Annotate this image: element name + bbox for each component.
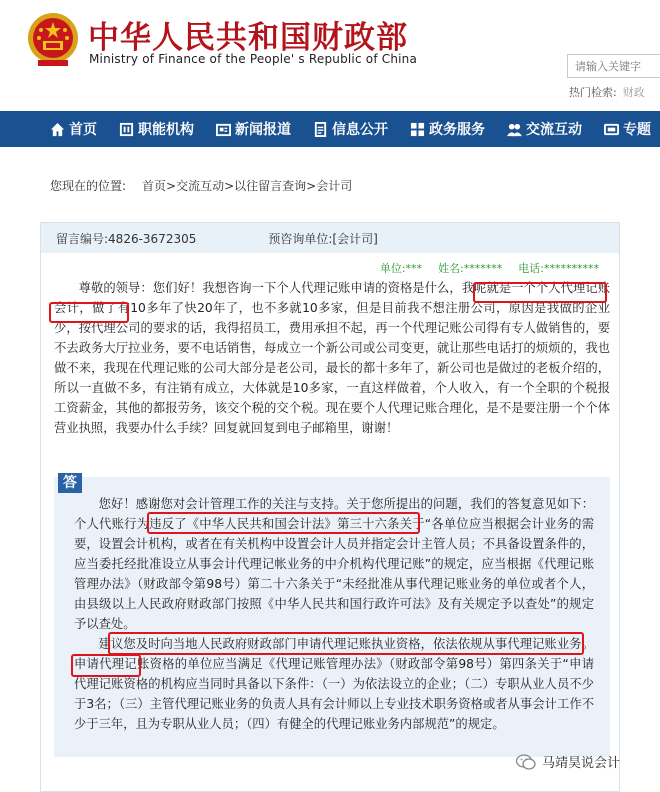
nav-item-label: 首页 xyxy=(69,122,97,138)
message-header xyxy=(41,223,619,253)
message-id: 留言编号:4826-3672305 xyxy=(56,231,197,246)
message-meta xyxy=(364,260,599,276)
meta-unit: 单位:*** xyxy=(379,262,423,275)
nav-item-label: 信息公开 xyxy=(332,122,388,138)
nav-item-label: 政务服务 xyxy=(429,122,485,138)
breadcrumb-label: 您现在的位置: xyxy=(50,179,127,193)
highlight-box xyxy=(49,302,129,323)
answer-paragraph: 建议您及时向当地人民政府财政部门申请代理记账执业资格，依法依规从事代理记账业务。申请代理记账资格的单位应当满足《代理记账管理办法》（财政部令第98号）第四条关于“申请代理记账资格的机构应当同时具备以下条件：（一）为依法设立的企业；（二）专职从业人员不少于3名；（三）主管代理记账业务的负责人具有会计师以上专业技术职务资格或者从事会计工作不少于三年，且为专职从业人员；（四）有健全的代理记账业务内部规范”的规定。 xyxy=(74,637,594,731)
site-title-english: Ministry of Finance of the People' s Republic of China xyxy=(89,52,418,66)
document-icon xyxy=(313,122,328,137)
nav-item-news[interactable] xyxy=(216,119,291,139)
answer-paragraph: 您好！感谢您对会计管理工作的关注与支持。关于您所提出的问题，我们的答复意见如下：个人代账行为违反了《中华人民共和国会计法》第三十六条关于“各单位应当根据会计业务的需要，设置会计机构，或者在有关机构中设置会计人员并指定会计主管人员；不具备设置条件的，应当委托经批准设立从事会计代理记帐业务的中介机构代理记账”的规定，应当根据《代理记账管理办法》（财政部令第98号）第二十六条关于“未经批准从事代理记账业务的单位或者个人，由县级以上人民政府财政部门按照《中华人民共和国行政许可法》及有关规定予以查处”的规定予以查处。 xyxy=(74,497,594,631)
highlight-box xyxy=(71,654,141,677)
search-input[interactable] xyxy=(567,54,660,78)
highlight-box xyxy=(473,282,607,303)
answer-badge: 答 xyxy=(58,473,82,493)
nav-item-institutions[interactable] xyxy=(119,119,194,139)
highlight-box xyxy=(108,632,584,655)
meta-phone: 电话:********** xyxy=(518,262,599,275)
topic-icon xyxy=(604,122,619,137)
nav-item-label: 交流互动 xyxy=(526,122,582,138)
nav-item-services[interactable] xyxy=(410,119,485,139)
institution-icon xyxy=(119,122,134,137)
news-icon xyxy=(216,122,231,137)
wechat-icon xyxy=(516,754,536,770)
meta-name: 姓名:******* xyxy=(438,262,503,275)
highlight-box xyxy=(147,512,420,534)
nav-item-label: 职能机构 xyxy=(138,122,194,138)
breadcrumb xyxy=(50,177,352,194)
main-nav xyxy=(0,111,660,147)
nav-item-label: 专题 xyxy=(623,122,651,138)
home-icon xyxy=(50,122,65,137)
breadcrumb-path[interactable]: 首页>交流互动>以往留言查询>会计司 xyxy=(142,179,353,193)
national-emblem-icon xyxy=(26,10,80,70)
question-text: 尊敬的领导：您们好！我想咨询一下个人代理记账申请的资格是什么，我呢就是一个个人代理记账会计，做了有10多年了快20年了，也不多就10多家，但是目前我不想注册公司，原因是我做的企业少，按代理公司的要求的话，我得招员工，费用承担不起，再一个代理记账公司得有专人做销售的，要不去政务大厅拉业务，要不电话销售，每成立一个新公司或公司变更，就让那些电话打的烦烦的，我也做不来，我现在代理记账的公司大部分是老公司，最长的都十多年了，新公司也是做过的老板介绍的，所以一直做不多，有注销有成立，大体就是10多家，一直这样做着，个人收入，有一个全职的个税报工资薪金，其他的都报劳务，该交个税的交个税。现在要个人代理记账合理化，是不是要注册一个个体营业执照，我要办什么手续？回复就回复到电子邮箱里，谢谢！ xyxy=(54,281,610,435)
watermark-text: 马靖昊说会计 xyxy=(542,756,621,771)
nav-item-label: 新闻报道 xyxy=(235,122,291,138)
nav-item-topics[interactable] xyxy=(604,119,651,139)
interaction-icon xyxy=(507,122,522,137)
watermark xyxy=(516,752,620,771)
nav-item-home[interactable] xyxy=(50,119,97,139)
hot-search-label: 热门检索: xyxy=(569,86,617,99)
site-title: 中华人民共和国财政部 xyxy=(88,20,408,56)
message-unit: 预咨询单位:[会计司] xyxy=(268,231,378,246)
hot-search xyxy=(569,84,645,100)
site-header xyxy=(0,0,660,110)
nav-item-interaction[interactable] xyxy=(507,119,582,139)
service-icon xyxy=(410,122,425,137)
hot-search-item[interactable]: 财政 xyxy=(622,86,645,99)
nav-item-disclosure[interactable] xyxy=(313,119,388,139)
